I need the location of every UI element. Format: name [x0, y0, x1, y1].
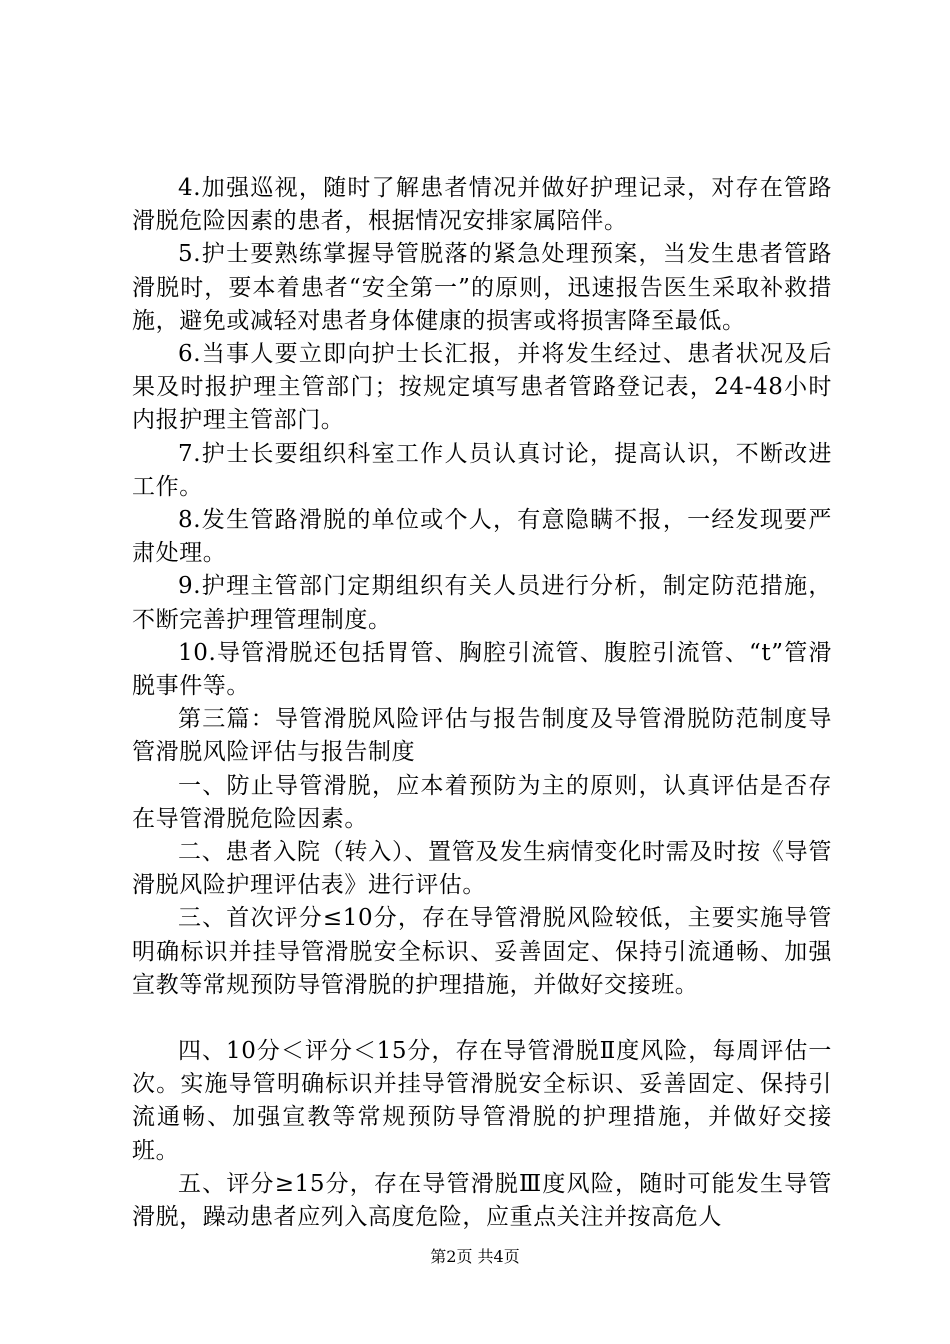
section-heading: 第三篇：导管滑脱风险评估与报告制度及导管滑脱防范制度导管滑脱风险评估与报告制度 — [132, 706, 832, 766]
paragraph-item-two: 二、患者入院（转入）、置管及发生病情变化时需及时按《导管滑脱风险护理评估表》进行评估。 — [132, 839, 832, 899]
page-footer: 第2页 共4页 — [430, 1247, 520, 1266]
paragraph-item-10: 10.导管滑脱还包括胃管、胸腔引流管、腹腔引流管、“t”管滑脱事件等。 — [132, 639, 832, 700]
paragraph-item-7: 7.护士长要组织科室工作人员认真讨论，提高认识，不断改进工作。 — [132, 440, 832, 500]
paragraph-item-three: 三、首次评分≤10分，存在导管滑脱风险较低，主要实施导管明确标识并挂导管滑脱安全标识、妥善固定、保持引流通畅、加强宣教等常规预防导管滑脱的护理措施，并做好交接班。 — [132, 905, 832, 998]
document-body — [132, 172, 832, 1234]
paragraph-item-4: 4.加强巡视，随时了解患者情况并做好护理记录，对存在管路滑脱危险因素的患者，根据情况安排家属陪伴。 — [132, 175, 832, 235]
paragraph-item-five: 五、评分≥15分，存在导管滑脱Ⅲ度风险，随时可能发生导管滑脱，躁动患者应列入高度危险，应重点关注并按高危人 — [132, 1170, 832, 1231]
paragraph-item-6: 6.当事人要立即向护士长汇报，并将发生经过、患者状况及后果及时报护理主管部门；按规定填写患者管路登记表，24-48小时内报护理主管部门。 — [132, 341, 832, 434]
paragraph-item-9: 9.护理主管部门定期组织有关人员进行分析，制定防范措施，不断完善护理管理制度。 — [132, 573, 832, 633]
paragraph-item-8: 8.发生管路滑脱的单位或个人，有意隐瞒不报，一经发现要严肃处理。 — [132, 507, 832, 567]
paragraph-item-5: 5.护士要熟练掌握导管脱落的紧急处理预案，当发生患者管路滑脱时，要本着患者“安全第一”的原则，迅速报告医生采取补救措施，避免或减轻对患者身体健康的损害或将损害降至最低。 — [132, 241, 832, 334]
paragraph-item-four: 四、10分＜评分＜15分，存在导管滑脱Ⅱ度风险，每周评估一次。实施导管明确标识并挂导管滑脱安全标识、妥善固定、保持引流通畅、加强宣教等常规预防导管滑脱的护理措施，并做好交接班。 — [132, 1038, 832, 1164]
paragraph-item-one: 一、防止导管滑脱，应本着预防为主的原则，认真评估是否存在导管滑脱危险因素。 — [132, 772, 832, 832]
